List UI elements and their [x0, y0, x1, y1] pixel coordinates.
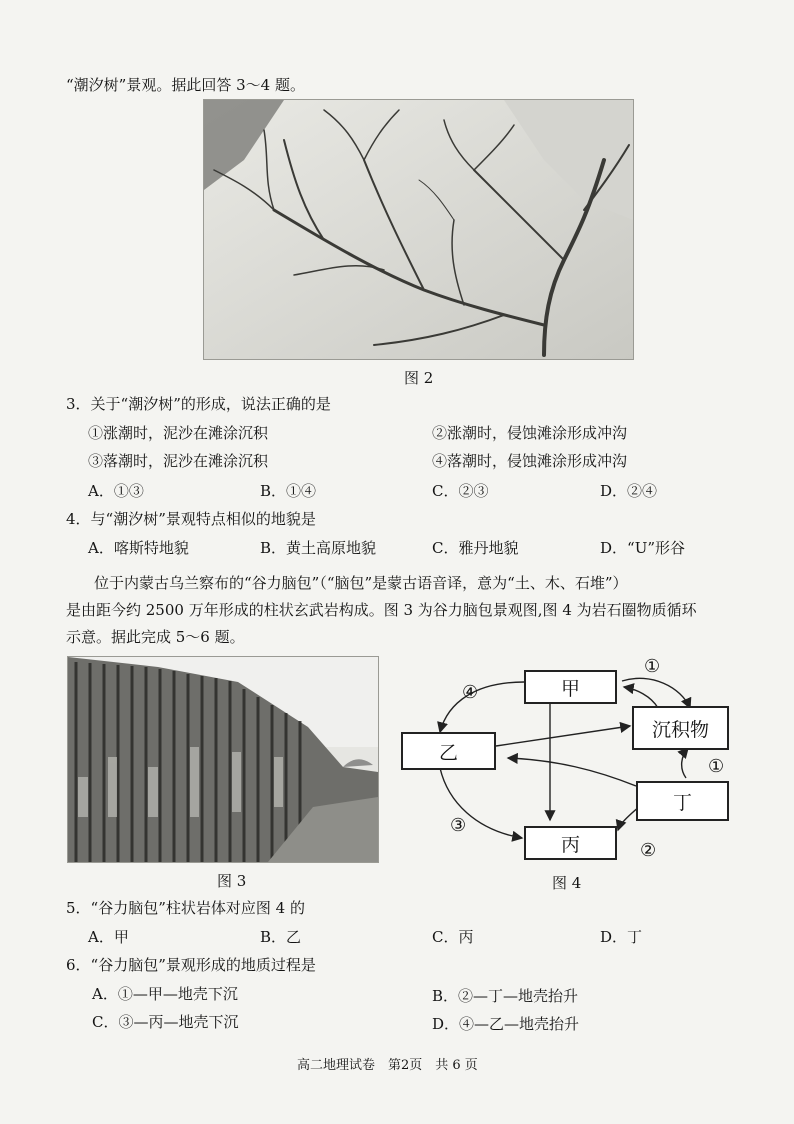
label-1-right: ① [708, 756, 725, 777]
box-sediment: 沉积物 [632, 706, 729, 750]
tidal-tree-photo [203, 99, 634, 360]
label-1-top: ① [644, 656, 661, 677]
q4-stem: 4．与“潮汐树”景观特点相似的地貌是 [66, 510, 316, 528]
q5-option-d: D．丁 [600, 928, 643, 946]
q3-option-d: D．②④ [600, 482, 658, 500]
q4-option-d: D．“U”形谷 [600, 539, 686, 557]
figure-4-caption: 图 4 [552, 874, 582, 892]
label-3: ③ [450, 815, 467, 836]
basalt-drawing [68, 657, 378, 862]
q3-statement-2: ②涨潮时，侵蚀滩涂形成冲沟 [432, 424, 628, 442]
box-yi: 乙 [401, 732, 496, 770]
q3-stem: 3．关于“潮汐树”的形成，说法正确的是 [66, 395, 331, 413]
q5-option-b: B．乙 [260, 928, 302, 946]
q5-option-c: C．丙 [432, 928, 474, 946]
q4-option-c: C．雅丹地貌 [432, 539, 519, 557]
q4-option-b: B．黄土高原地貌 [260, 539, 377, 557]
tidal-tree-drawing [204, 100, 633, 359]
q3-statement-4: ④落潮时，侵蚀滩涂形成冲沟 [432, 452, 628, 470]
q5-option-a: A．甲 [88, 928, 129, 946]
box-ding: 丁 [636, 781, 729, 821]
page-footer: 高二地理试卷 第2页 共 6 页 [297, 1058, 478, 1073]
q4-option-a: A．喀斯特地貌 [88, 539, 189, 557]
q3-option-b: B．①④ [260, 482, 317, 500]
passage-line-1: 位于内蒙古乌兰察布的“谷力脑包”（“脑包”是蒙古语音译，意为“土、木、石堆”） [94, 574, 628, 592]
box-bing: 丙 [524, 826, 617, 860]
q3-option-c: C．②③ [432, 482, 489, 500]
figure-2-caption: 图 2 [404, 369, 434, 387]
passage-line-3: 示意。据此完成 5～6 题。 [66, 628, 245, 646]
q3-option-a: A．①③ [88, 482, 144, 500]
q6-option-a: A．①—甲—地壳下沉 [92, 985, 238, 1003]
figure-3-caption: 图 3 [217, 872, 247, 890]
box-jia: 甲 [524, 670, 617, 704]
q6-option-c: C．③—丙—地壳下沉 [92, 1013, 239, 1031]
passage-line-2: 是由距今约 2500 万年形成的柱状玄武岩构成。图 3 为谷力脑包景观图,图 4 为岩石圈物质循环 [66, 601, 697, 619]
q5-stem: 5．“谷力脑包”柱状岩体对应图 4 的 [66, 899, 305, 917]
q6-option-b: B．②—丁—地壳抬升 [432, 987, 579, 1005]
intro-line: “潮汐树”景观。据此回答 3～4 题。 [66, 76, 305, 94]
label-2: ② [640, 840, 657, 861]
q3-statement-1: ①涨潮时，泥沙在滩涂沉积 [88, 424, 269, 442]
q6-option-d: D．④—乙—地壳抬升 [432, 1015, 580, 1033]
q3-statement-3: ③落潮时，泥沙在滩涂沉积 [88, 452, 269, 470]
label-4: ④ [462, 682, 479, 703]
columnar-basalt-photo [67, 656, 379, 863]
q6-stem: 6．“谷力脑包”景观形成的地质过程是 [66, 956, 316, 974]
